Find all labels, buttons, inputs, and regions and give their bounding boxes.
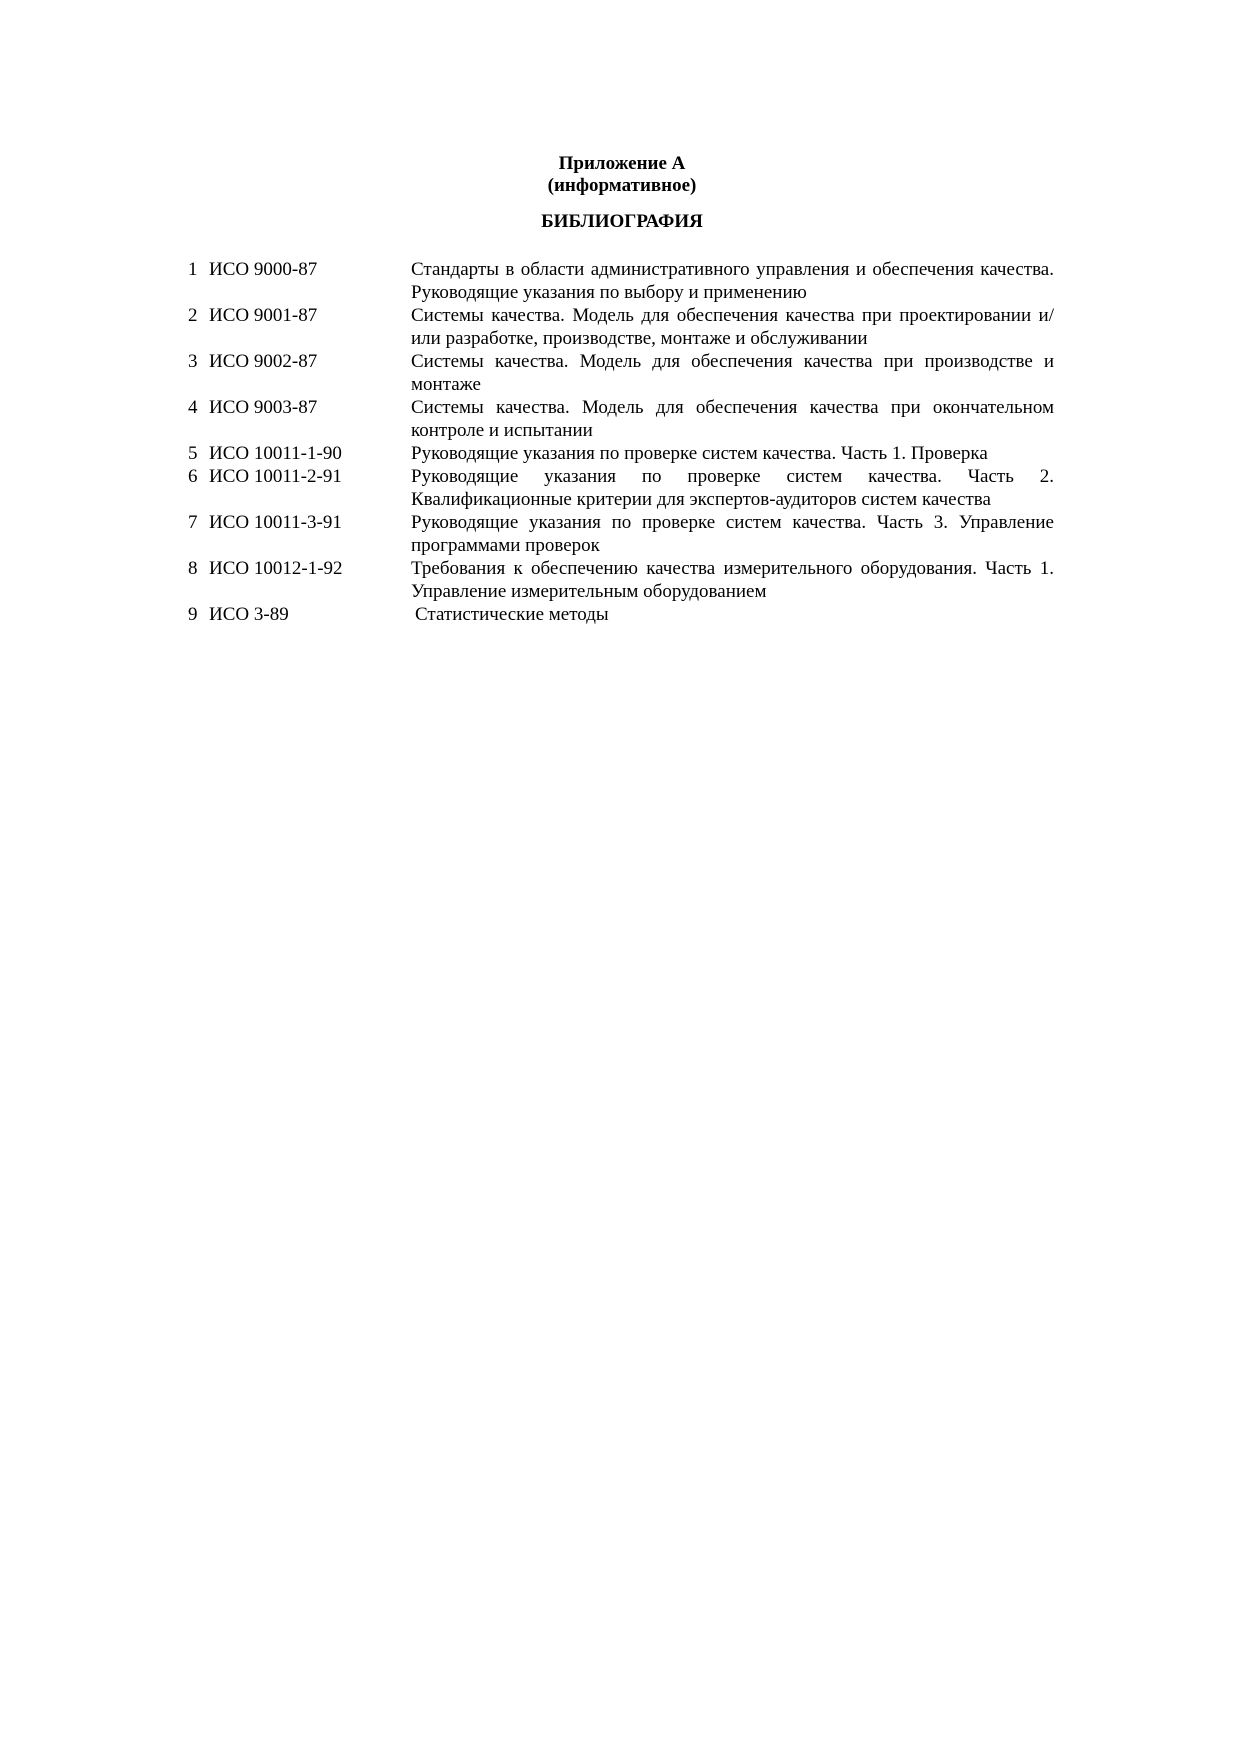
- bibliography-entry: [188, 350, 1054, 396]
- entry-number: 7: [188, 512, 198, 533]
- standard-code: ИСО 9002-87: [209, 351, 318, 372]
- entry-number: 2: [188, 305, 198, 326]
- standard-title: Руководящие указания по проверке систем качества. Часть 1. Проверка: [411, 443, 988, 464]
- bibliography-entry: [188, 442, 1054, 465]
- standard-code: ИСО 10011-1-90: [209, 443, 342, 464]
- standard-code: ИСО 10011-2-91: [209, 466, 342, 487]
- bibliography-entry: [188, 304, 1054, 350]
- standard-title: Статистические методы: [415, 604, 609, 625]
- entry-number: 4: [188, 397, 198, 418]
- standard-title: Требования к обеспечению качества измерительного оборудования. Часть 1. Управление измерительным оборудованием: [411, 558, 1054, 602]
- entry-number: 3: [188, 351, 198, 372]
- entry-number: 8: [188, 558, 198, 579]
- standard-code: ИСО 9001-87: [209, 305, 318, 326]
- appendix-title: Приложение А: [558, 153, 686, 174]
- standard-title: Системы качества. Модель для обеспечения качества при производстве и монтаже: [411, 351, 1054, 395]
- standard-code: ИСО 10012-1-92: [209, 558, 343, 579]
- standard-code: ИСО 9003-87: [209, 397, 318, 418]
- bibliography-entry: [188, 396, 1054, 442]
- entry-number: 9: [188, 604, 198, 625]
- entry-number: 5: [188, 443, 198, 464]
- bibliography-list: [188, 258, 1054, 626]
- standard-title: Системы качества. Модель для обеспечения качества при проектировании и/или разработке, производстве, монтаже и обслуживании: [411, 305, 1054, 349]
- appendix-status: (информативное): [547, 175, 697, 196]
- standard-title: Руководящие указания по проверке систем качества. Часть 2. Квалификационные критерии для экспертов-аудиторов систем качества: [411, 466, 1054, 510]
- standard-code: ИСО 10011-3-91: [209, 512, 342, 533]
- bibliography-entry: [188, 511, 1054, 557]
- bibliography-entry: [188, 603, 1054, 626]
- entry-number: 6: [188, 466, 198, 487]
- bibliography-entry: [188, 557, 1054, 603]
- section-title: БИБЛИОГРАФИЯ: [541, 211, 703, 232]
- bibliography-entry: [188, 465, 1054, 511]
- standard-title: Системы качества. Модель для обеспечения качества при окончательном контроле и испытании: [411, 397, 1054, 441]
- standard-code: ИСО 9000-87: [209, 259, 318, 280]
- entry-number: 1: [188, 259, 198, 280]
- bibliography-entry: [188, 258, 1054, 304]
- standard-title: Руководящие указания по проверке систем качества. Часть 3. Управление программами проверок: [411, 512, 1054, 556]
- standard-code: ИСО 3-89: [209, 604, 289, 625]
- standard-title: Стандарты в области административного управления и обеспечения качества. Руководящие указания по выбору и применению: [411, 259, 1054, 303]
